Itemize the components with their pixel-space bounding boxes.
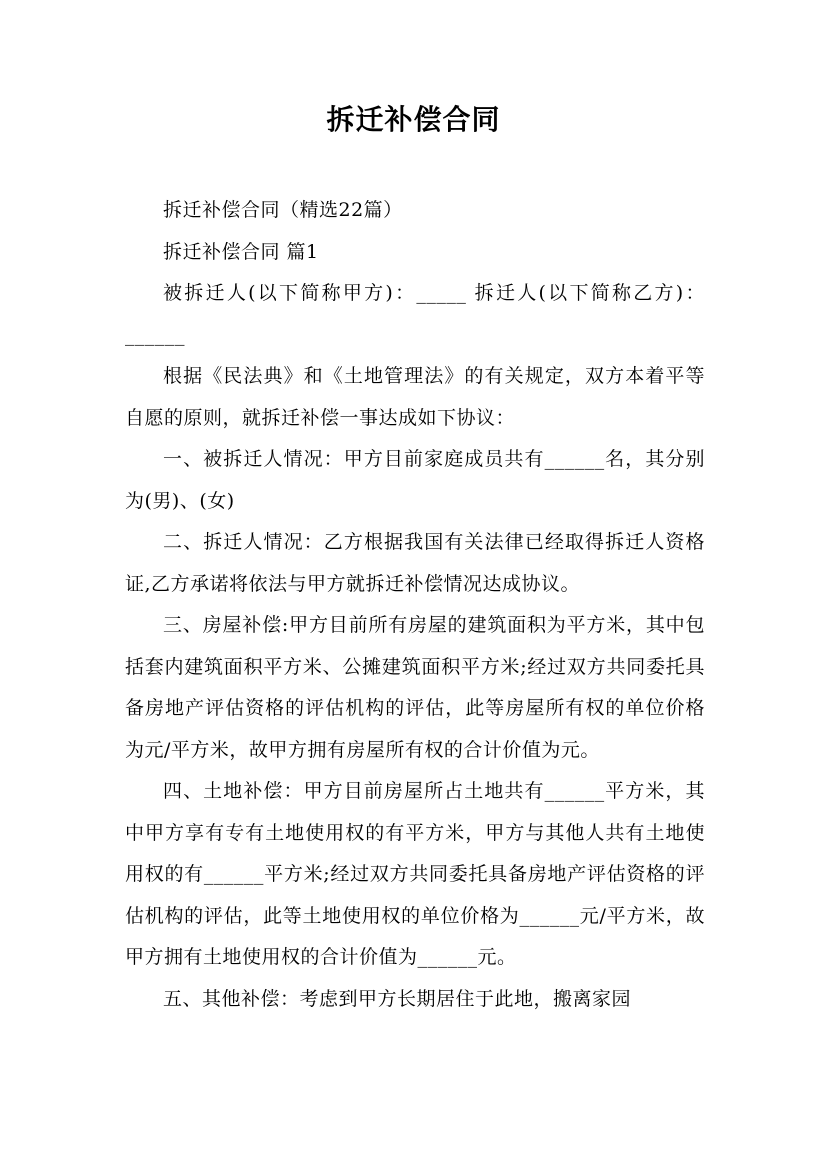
document-body	[125, 190, 705, 1020]
paragraph-clause-5: 五、其他补偿：考虑到甲方长期居住于此地，搬离家园	[163, 987, 632, 1010]
paragraph-clause-1: 一、被拆迁人情况：甲方目前家庭成员共有______名，其分别为(男)、(女)	[125, 448, 705, 512]
paragraph-subtitle: 拆迁补偿合同（精选22篇）	[163, 199, 403, 221]
paragraph-parties: 被拆迁人(以下简称甲方)：_____ 拆迁人(以下简称乙方)：______	[125, 282, 705, 346]
paragraph-preamble: 根据《民法典》和《土地管理法》的有关规定，双方本着平等自愿的原则，就拆迁补偿一事达成如下协议：	[125, 365, 705, 429]
paragraph-clause-4: 四、土地补偿：甲方目前房屋所占土地共有______平方米，其中甲方享有专有土地使用权的有平方米，甲方与其他人共有土地使用权的有______平方米;经过双方共同委托具备房地产评估资格的评估机构的评估，此等土地使用权的单位价格为______元/平方米，故甲方拥有土地使用权的合计价值为______元。	[125, 780, 705, 968]
paragraph-clause-3: 三、房屋补偿:甲方目前所有房屋的建筑面积为平方米，其中包括套内建筑面积平方米、公摊建筑面积平方米;经过双方共同委托具备房地产评估资格的评估机构的评估，此等房屋所有权的单位价格为元/平方米，故甲方拥有房屋所有权的合计价值为元。	[125, 614, 705, 761]
document-title: 拆迁补偿合同	[326, 103, 501, 136]
paragraph-clause-2: 二、拆迁人情况：乙方根据我国有关法律已经取得拆迁人资格证,乙方承诺将依法与甲方就拆迁补偿情况达成协议。	[125, 531, 705, 595]
paragraph-section-heading: 拆迁补偿合同 篇1	[163, 240, 319, 263]
